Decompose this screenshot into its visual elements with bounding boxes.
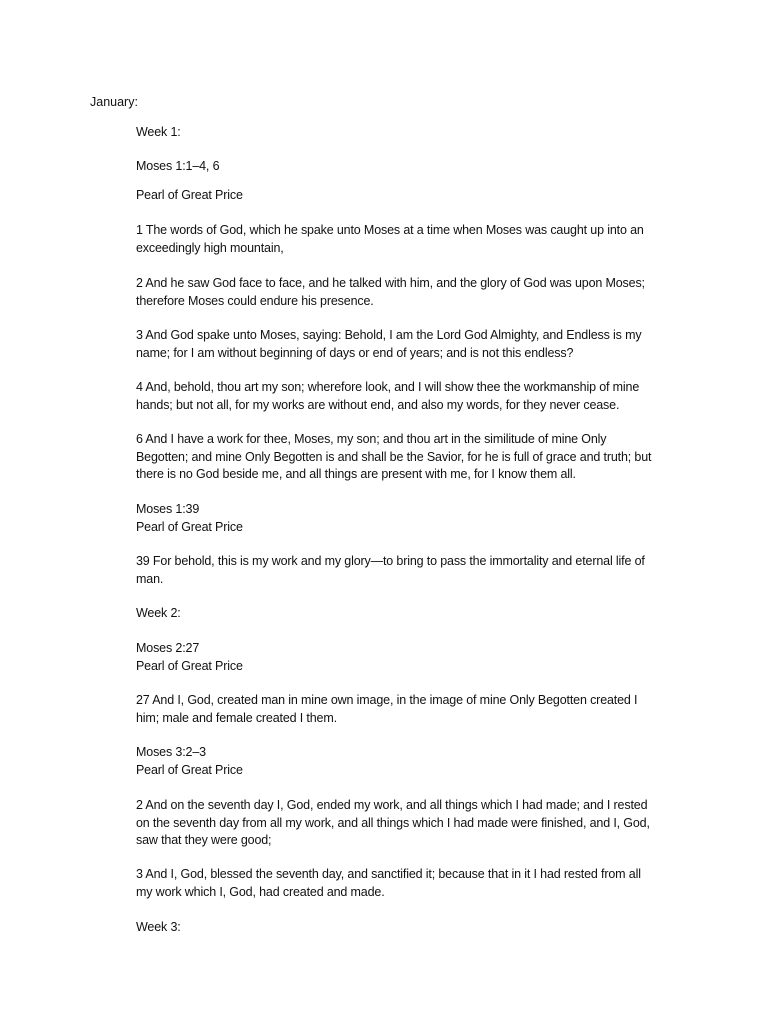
text-line: exceedingly high mountain,: [136, 240, 284, 255]
week-heading: [136, 919, 181, 937]
text-line: 1 The words of God, which he spake unto Moses at a time when Moses was caught up into an: [136, 223, 644, 237]
text-line: 27 And I, God, created man in mine own image, in the image of mine Only Begotten created I: [136, 693, 638, 707]
text-line: Pearl of Great Price: [136, 519, 243, 534]
text-line: Moses 1:39: [136, 502, 200, 516]
verse-paragraph: [136, 553, 645, 588]
text-line: 2 And he saw God face to face, and he talked with him, and the glory of God was upon Moses;: [136, 276, 645, 290]
text-line: Begotten; and mine Only Begotten is and shall be the Savior, for he is full of grace and truth; but: [136, 449, 652, 464]
text-line: 6 And I have a work for thee, Moses, my son; and thou art in the similitude of mine Only: [136, 432, 607, 446]
text-line: name; for I am without beginning of days or end of years; and is not this endless?: [136, 345, 574, 360]
text-line: Moses 3:2–3: [136, 745, 206, 759]
scripture-reference: [136, 744, 243, 779]
source-label: [136, 187, 243, 205]
text-line: therefore Moses could endure his presence.: [136, 293, 374, 308]
text-line: Week 1:: [136, 125, 181, 139]
text-line: my work which I, God, had created and made.: [136, 884, 385, 899]
scripture-reference: [136, 158, 219, 176]
text-line: Week 2:: [136, 606, 181, 620]
scripture-reference: [136, 501, 243, 536]
verse-paragraph: [136, 379, 639, 414]
verse-paragraph: [136, 275, 645, 310]
text-line: 2 And on the seventh day I, God, ended my work, and all things which I had made; and I rested: [136, 798, 648, 812]
text-line: hands; but not all, for my works are without end, and also my words, for they never cease.: [136, 397, 620, 412]
text-line: 3 And God spake unto Moses, saying: Behold, I am the Lord God Almighty, and Endless is my: [136, 328, 642, 342]
text-line: Moses 2:27: [136, 641, 200, 655]
text-line: man.: [136, 571, 164, 586]
text-line: saw that they were good;: [136, 833, 272, 847]
text-line: him; male and female created I them.: [136, 710, 337, 725]
verse-paragraph: [136, 327, 641, 362]
text-line: Pearl of Great Price: [136, 188, 243, 202]
verse-paragraph: [136, 431, 651, 484]
text-line: there is no God beside me, and all things are present with me, for I know them all.: [136, 467, 576, 481]
month-heading: January:: [90, 95, 138, 109]
text-line: Moses 1:1–4, 6: [136, 159, 220, 173]
text-line: 39 For behold, this is my work and my glory—to bring to pass the immortality and eternal life of: [136, 554, 645, 568]
scripture-reference: [136, 640, 243, 675]
text-line: 4 And, behold, thou art my son; wherefore look, and I will show thee the workmanship of mine: [136, 380, 640, 394]
verse-paragraph: [136, 222, 644, 257]
text-line: Week 3:: [136, 920, 181, 934]
text-line: 3 And I, God, blessed the seventh day, and sanctified it; because that in it I had rested from all: [136, 867, 641, 881]
week-heading: [136, 605, 181, 623]
text-line: on the seventh day from all my work, and all things which I had made were finished, and I, God,: [136, 815, 650, 830]
week-heading: [136, 124, 181, 142]
text-line: Pearl of Great Price: [136, 658, 243, 673]
text-line: Pearl of Great Price: [136, 762, 243, 777]
verse-paragraph: [136, 692, 637, 727]
verse-paragraph: [136, 866, 641, 901]
verse-paragraph: [136, 797, 650, 850]
